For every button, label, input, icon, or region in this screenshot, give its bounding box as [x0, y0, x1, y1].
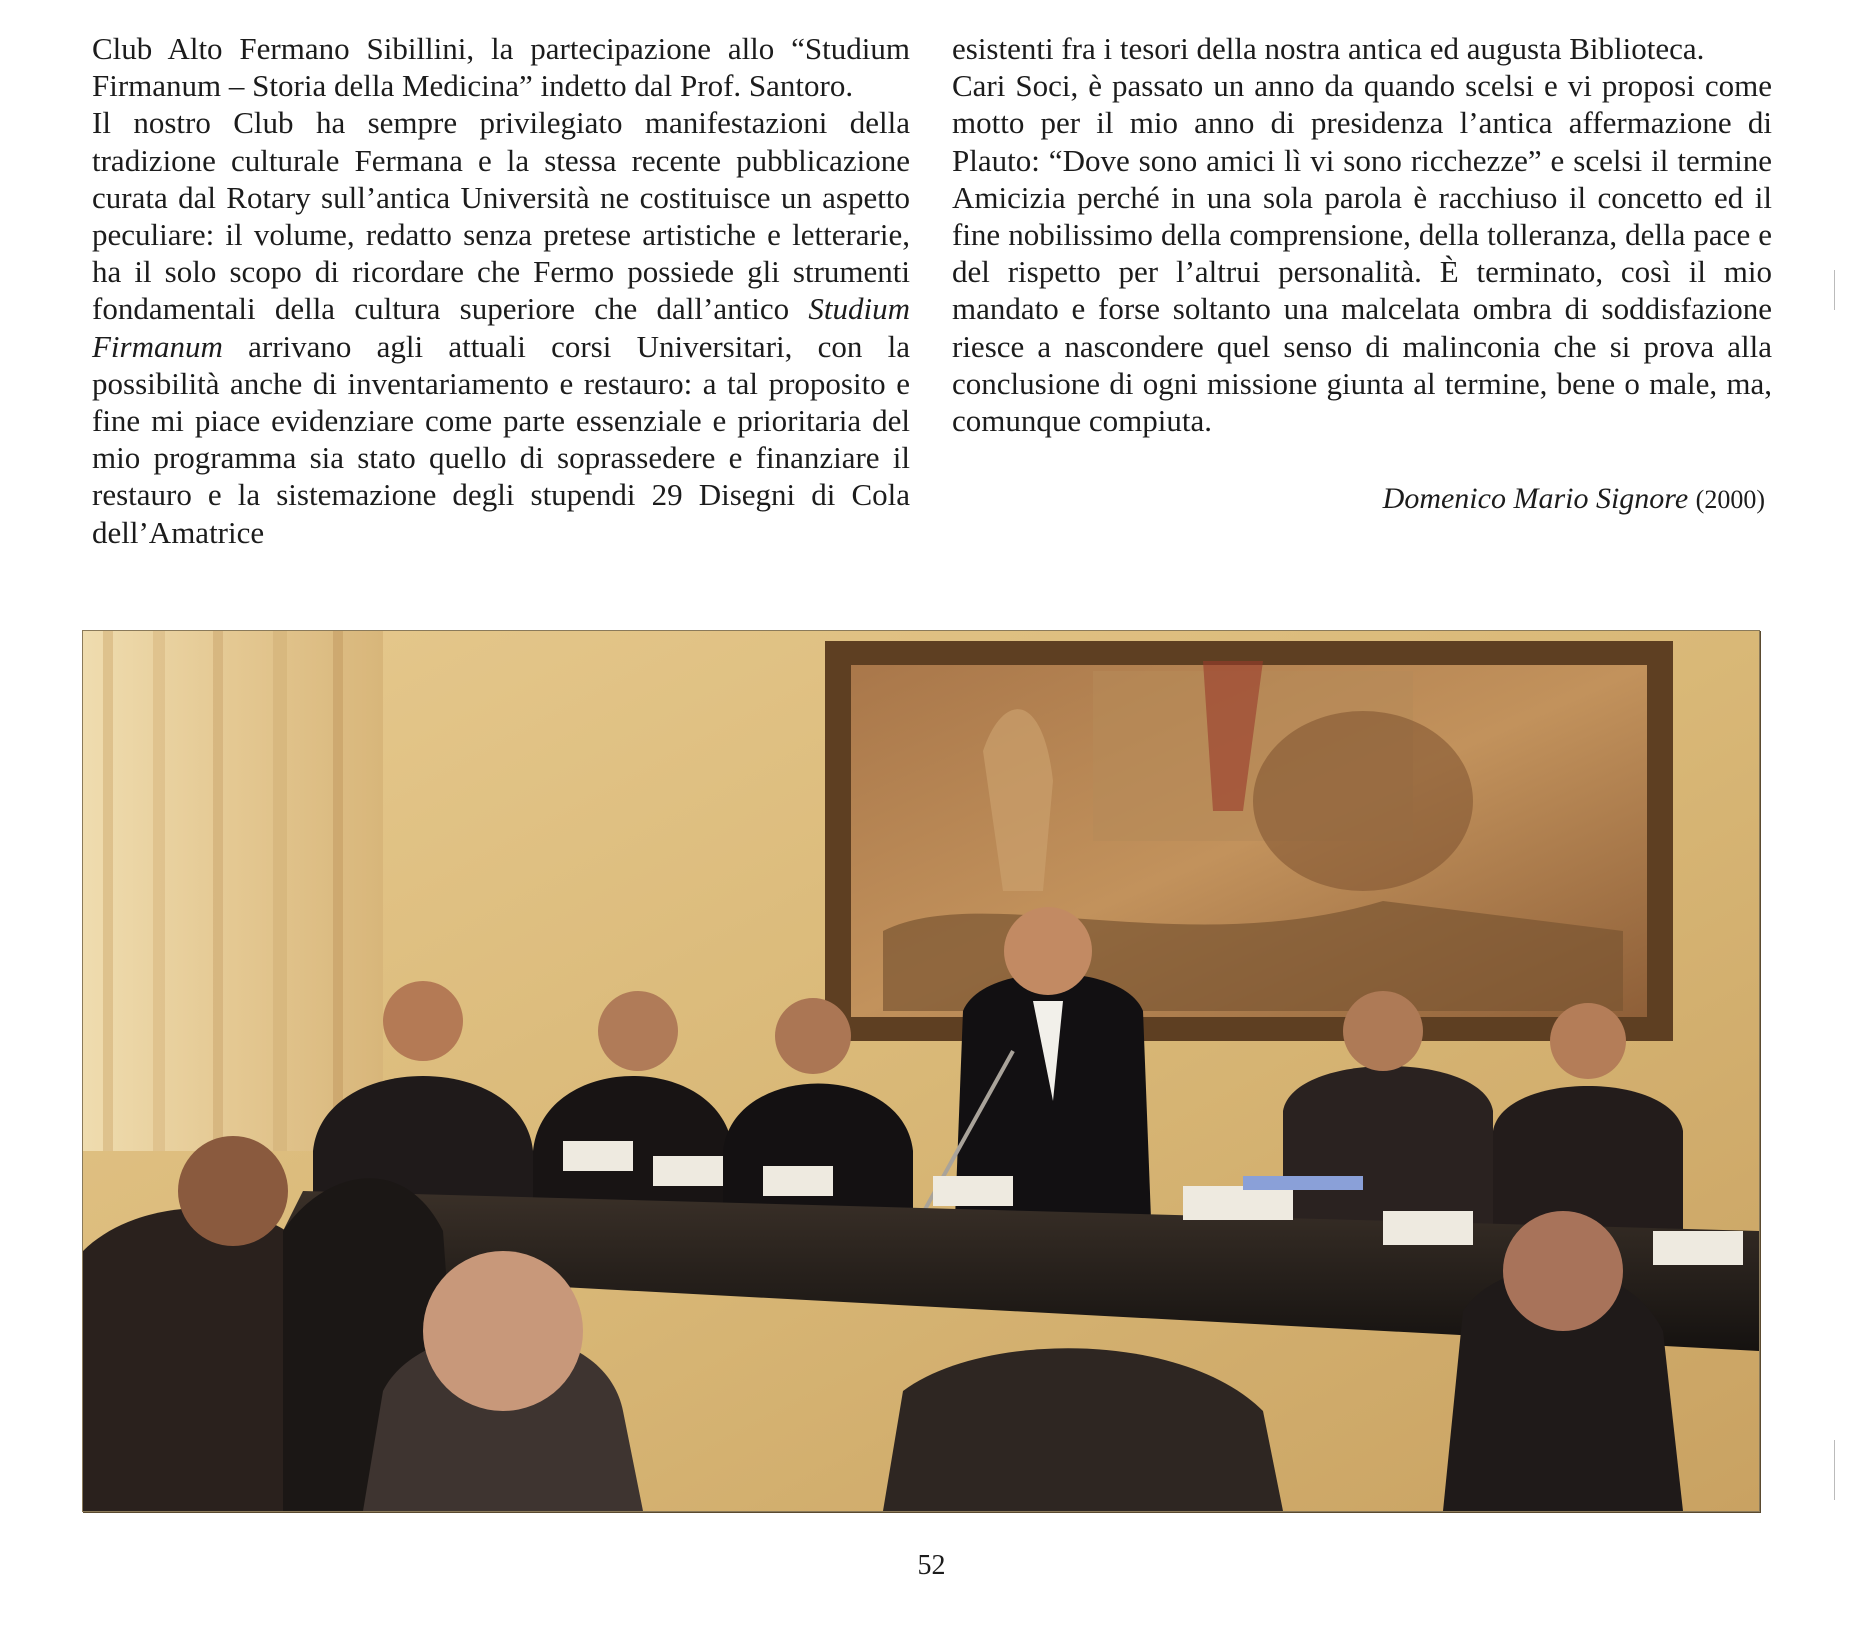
- left-paragraph-1: Club Alto Fermano Sibillini, la partecipazione allo “Studium Firmanum – Storia della Medicina” indetto dal Prof. Santoro.: [92, 31, 910, 104]
- left-paragraph-2-text-a: Il nostro Club ha sempre privilegiato manifestazioni della tradizione culturale Fermana e la stessa recente pubblicazione curata dal Rotary sull’antica Università ne costituisce un aspetto peculiare: il volume, redatto senza pretese artistiche e letterarie, ha il solo scopo di ricordare che Fermo possiede gli strumenti fondamentali della cultura superiore che dall’antico: [92, 105, 910, 327]
- studium-firmanum-italic: Studium Firmanum: [92, 291, 910, 364]
- left-paragraph-2: [92, 104, 910, 550]
- page-number: 52: [917, 1550, 946, 1581]
- tapestry: [825, 641, 1673, 1041]
- signature-year: (2000): [1695, 485, 1765, 514]
- meeting-photo-illustration: [83, 631, 1759, 1511]
- curtain: [83, 631, 383, 1151]
- scan-edge-mark: [1834, 1440, 1841, 1500]
- left-column: [92, 30, 910, 551]
- author-signature: [1383, 482, 1765, 516]
- left-paragraph-2-text-b: arrivano agli attuali corsi Universitari, con la possibilità anche di inventariamento e restauro: a tal proposito e fine mi piace evidenziare come parte essenziale e prioritaria del mio programma sia stato quello di soprassedere e finanziare il restauro e la sistemazione degli stupendi 29 Disegni di Cola dell’Amatrice: [92, 328, 910, 550]
- meeting-photograph: [82, 630, 1760, 1512]
- right-column: [952, 30, 1772, 439]
- right-paragraph-2: Cari Soci, è passato un anno da quando scelsi e vi proposi come motto per il mio anno di presidenza l’antica affermazione di Plauto: “Dove sono amici lì vi sono ricchezze” e scelsi il termine Amicizia perché in una sola parola è racchiuso il concetto ed il fine nobilissimo della comprensione, della tolleranza, della pace e del rispetto per l’altrui personalità. È terminato, così il mio mandato e forse soltanto una malcelata ombra di soddisfazione riesce a nascondere quel senso di malinconia che si prova alla conclusione di ogni missione giunta al termine, bene o male, ma, comunque compiuta.: [952, 68, 1772, 439]
- scan-edge-mark: [1834, 270, 1841, 310]
- author-name: Domenico Mario Signore: [1382, 482, 1689, 515]
- right-paragraph-1: esistenti fra i tesori della nostra antica ed augusta Biblioteca.: [952, 31, 1705, 66]
